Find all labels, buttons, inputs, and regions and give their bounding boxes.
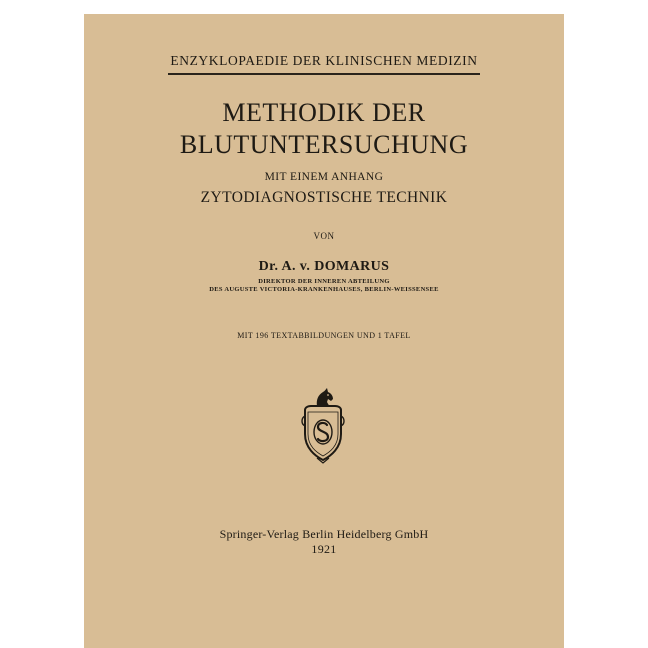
by-label: VON bbox=[313, 231, 335, 241]
series-rule bbox=[168, 73, 480, 75]
affiliation-line-1: DIREKTOR DER INNEREN ABTEILUNG bbox=[258, 278, 390, 285]
title-line-2: BLUTUNTERSUCHUNG bbox=[179, 130, 469, 159]
illustrations-note: MIT 196 TEXTABBILDUNGEN UND 1 TAFEL bbox=[237, 331, 411, 340]
publisher-name: Springer-Verlag Berlin Heidelberg GmbH bbox=[219, 527, 429, 541]
author-name: Dr. A. v. DOMARUS bbox=[258, 259, 390, 274]
affiliation-line-2: DES AUGUSTE VICTORIA-KRANKENHAUSES, BERLIN-WEISSENSEE bbox=[209, 286, 439, 293]
subtitle-line-1: MIT EINEM ANHANG bbox=[264, 171, 384, 183]
title-line-1: METHODIK DER bbox=[222, 98, 426, 127]
springer-horse-emblem-icon bbox=[297, 386, 349, 464]
subtitle-line-2: ZYTODIAGNOSTISCHE TECHNIK bbox=[200, 189, 448, 206]
publication-year: 1921 bbox=[311, 542, 337, 556]
book-cover bbox=[84, 14, 564, 648]
series-title: ENZYKLOPAEDIE DER KLINISCHEN MEDIZIN bbox=[170, 53, 478, 68]
